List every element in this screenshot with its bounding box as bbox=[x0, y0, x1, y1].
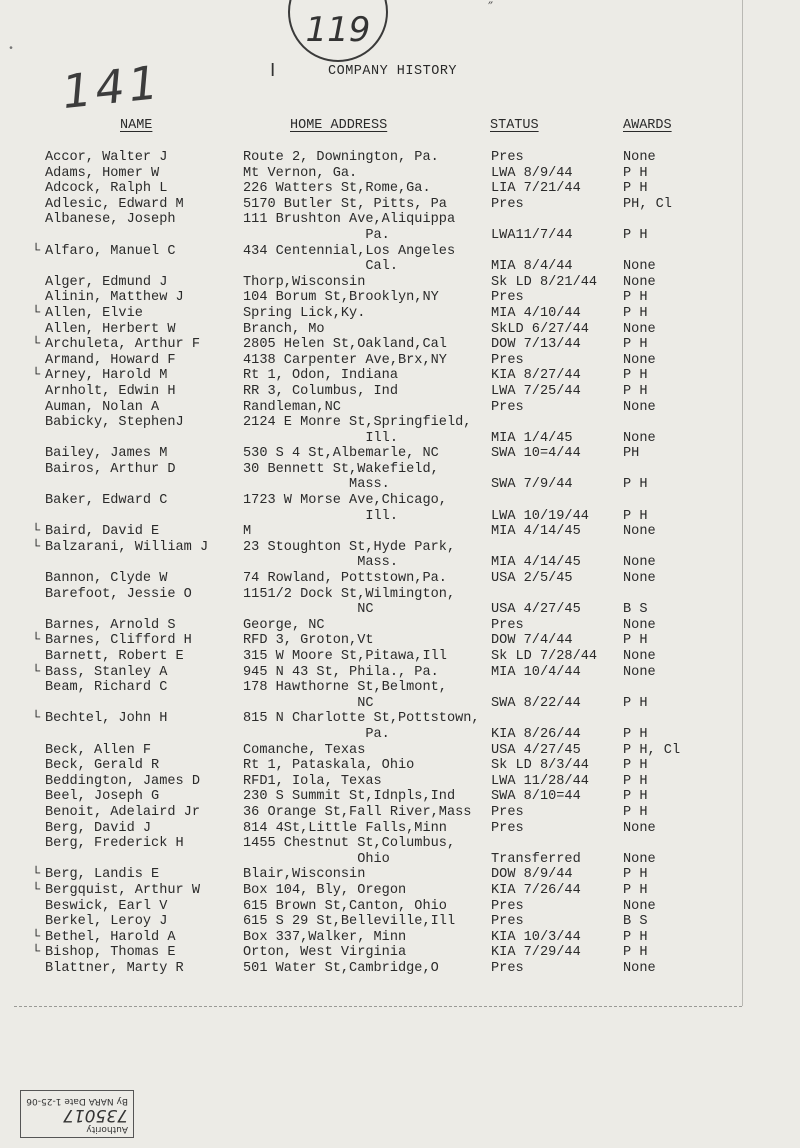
cell-name: Beam, Richard C bbox=[45, 680, 168, 696]
cell-name: Bergquist, Arthur W bbox=[45, 882, 200, 898]
cell-address: Ill. bbox=[243, 508, 398, 524]
table-row bbox=[32, 836, 752, 852]
cell-status: LWA11/7/44 bbox=[491, 227, 573, 243]
table-row bbox=[32, 477, 752, 493]
cell-name: Bethel, Harold A bbox=[45, 929, 176, 945]
table-row bbox=[32, 743, 752, 759]
cell-awards: PH, Cl bbox=[623, 196, 672, 212]
cell-status: Pres bbox=[491, 914, 524, 930]
cell-status: Sk LD 7/28/44 bbox=[491, 649, 598, 664]
table-row bbox=[32, 805, 752, 821]
cell-name: Bechtel, John H bbox=[45, 711, 168, 727]
row-check-mark: └ bbox=[32, 882, 41, 898]
cell-name: Bailey, James M bbox=[45, 446, 168, 462]
header-awards: AWARDS bbox=[623, 118, 672, 133]
cell-awards: None bbox=[623, 274, 656, 290]
page-bottom-edge bbox=[14, 1006, 742, 1007]
row-check-mark: └ bbox=[32, 664, 41, 680]
table-row bbox=[32, 680, 752, 696]
cell-address: Ill. bbox=[243, 430, 398, 446]
cell-status: LWA 8/9/44 bbox=[491, 165, 573, 181]
cell-name: Berg, Frederick H bbox=[45, 836, 184, 852]
cell-address: RR 3, Columbus, Ind bbox=[243, 383, 398, 399]
cell-address: 1723 W Morse Ave,Chicago, bbox=[243, 493, 447, 509]
table-row bbox=[32, 400, 752, 416]
stamp-line-nara bbox=[26, 1095, 128, 1106]
cell-status: MIA 1/4/45 bbox=[491, 430, 573, 446]
table-row bbox=[32, 462, 752, 478]
row-check-mark: └ bbox=[32, 867, 41, 883]
table-row bbox=[32, 930, 752, 946]
cell-address: Orton, West Virginia bbox=[243, 945, 407, 961]
cell-address: 74 Rowland, Pottstown,Pa. bbox=[243, 571, 447, 587]
table-row bbox=[32, 290, 752, 306]
cell-address: RFD 3, Groton,Vt bbox=[243, 633, 374, 649]
cell-awards: B S bbox=[623, 914, 648, 930]
cell-status: SWA 8/22/44 bbox=[491, 695, 581, 711]
table-row bbox=[32, 945, 752, 961]
stamp-by: By bbox=[116, 1096, 128, 1106]
cell-awards: None bbox=[623, 960, 656, 976]
page-right-edge bbox=[742, 0, 743, 1006]
cell-awards: None bbox=[623, 617, 656, 633]
cell-address: 5170 Butler St, Pitts, Pa bbox=[243, 196, 447, 212]
cell-address: 230 S Summit St,Idnpls,Ind bbox=[243, 789, 456, 805]
cell-name: Auman, Nolan A bbox=[45, 399, 160, 415]
row-check-mark: └ bbox=[32, 929, 41, 945]
cell-status: KIA 8/26/44 bbox=[491, 726, 581, 742]
cell-address: Branch, Mo bbox=[243, 321, 325, 337]
cell-awards: P H bbox=[623, 181, 648, 197]
table-row bbox=[32, 961, 752, 977]
cell-address: 36 Orange St,Fall River,Mass bbox=[243, 804, 472, 820]
table-row bbox=[32, 821, 752, 837]
header-name: NAME bbox=[120, 118, 153, 133]
cell-name: Allen, Herbert W bbox=[45, 321, 176, 337]
table-row bbox=[32, 384, 752, 400]
cell-awards: P H bbox=[623, 726, 648, 742]
cell-awards: P H bbox=[623, 227, 648, 243]
cell-name: Barnes, Arnold S bbox=[45, 617, 176, 633]
cell-name: Beswick, Earl V bbox=[45, 898, 168, 914]
cell-status: Pres bbox=[491, 804, 524, 820]
cell-status: Pres bbox=[491, 290, 524, 306]
table-row bbox=[32, 665, 752, 681]
table-row bbox=[32, 696, 752, 712]
table-row bbox=[32, 867, 752, 883]
cell-status: MIA 8/4/44 bbox=[491, 259, 573, 275]
cell-awards: None bbox=[623, 555, 656, 571]
cell-address: 111 Brushton Ave,Aliquippa bbox=[243, 212, 456, 228]
cell-address: 30 Bennett St,Wakefield, bbox=[243, 461, 439, 477]
cell-awards: None bbox=[623, 649, 656, 664]
cell-name: Adams, Homer W bbox=[45, 165, 160, 181]
cell-name: Berg, Landis E bbox=[45, 867, 160, 883]
cell-status: LWA 10/19/44 bbox=[491, 508, 589, 524]
cell-awards: None bbox=[623, 430, 656, 446]
cell-address: 23 Stoughton St,Hyde Park, bbox=[243, 539, 456, 555]
cell-address: 434 Centennial,Los Angeles bbox=[243, 243, 456, 259]
cell-name: Baker, Edward C bbox=[45, 493, 168, 509]
table-row bbox=[32, 259, 752, 275]
cell-awards: None bbox=[623, 321, 656, 337]
page-title: COMPANY HISTORY bbox=[328, 64, 458, 79]
company-letter: I bbox=[270, 60, 276, 81]
table-row bbox=[32, 540, 752, 556]
declassification-stamp bbox=[20, 1090, 134, 1138]
cell-status: KIA 8/27/44 bbox=[491, 368, 581, 384]
cell-status: Sk LD 8/3/44 bbox=[491, 758, 589, 774]
cell-address: NC bbox=[243, 695, 374, 711]
cell-awards: None bbox=[623, 150, 656, 165]
cell-status: SkLD 6/27/44 bbox=[491, 321, 589, 337]
cell-address: 104 Borum St,Brooklyn,NY bbox=[243, 290, 439, 306]
table-row bbox=[32, 228, 752, 244]
table-row bbox=[32, 322, 752, 338]
cell-awards: P H bbox=[623, 773, 648, 789]
cell-name: Beel, Joseph G bbox=[45, 789, 160, 805]
table-row bbox=[32, 415, 752, 431]
cell-status: Pres bbox=[491, 352, 524, 368]
cell-awards: P H, Cl bbox=[623, 742, 681, 758]
table-row bbox=[32, 899, 752, 915]
row-check-mark: └ bbox=[32, 305, 41, 321]
header-address: HOME ADDRESS bbox=[290, 118, 388, 133]
cell-address: Spring Lick,Ky. bbox=[243, 305, 366, 321]
cell-status: MIA 4/14/45 bbox=[491, 555, 581, 571]
table-row bbox=[32, 571, 752, 587]
cell-address: Pa. bbox=[243, 227, 390, 243]
cell-awards: P H bbox=[623, 867, 648, 883]
table-row bbox=[32, 431, 752, 447]
cell-awards: P H bbox=[623, 945, 648, 961]
cell-name: Bishop, Thomas E bbox=[45, 945, 176, 961]
cell-name: Beck, Gerald R bbox=[45, 758, 160, 774]
cell-status: KIA 7/29/44 bbox=[491, 945, 581, 961]
cell-name: Beck, Allen F bbox=[45, 742, 152, 758]
table-row bbox=[32, 446, 752, 462]
cell-name: Accor, Walter J bbox=[45, 150, 168, 165]
table-row bbox=[32, 587, 752, 603]
table-row bbox=[32, 212, 752, 228]
cell-status: SWA 7/9/44 bbox=[491, 477, 573, 493]
table-row bbox=[32, 758, 752, 774]
cell-address: Randleman,NC bbox=[243, 399, 341, 415]
cell-status: Pres bbox=[491, 150, 524, 165]
cell-awards: P H bbox=[623, 368, 648, 384]
cell-name: Armand, Howard F bbox=[45, 352, 176, 368]
roster-table bbox=[32, 150, 752, 976]
cell-name: Alinin, Matthew J bbox=[45, 290, 184, 306]
cell-address: 315 W Moore St,Pitawa,Ill bbox=[243, 649, 447, 664]
cell-awards: P H bbox=[623, 929, 648, 945]
cell-status: MIA 4/10/44 bbox=[491, 305, 581, 321]
cell-address: Comanche, Texas bbox=[243, 742, 366, 758]
cell-awards: None bbox=[623, 259, 656, 275]
cell-status: LWA 7/25/44 bbox=[491, 383, 581, 399]
cell-name: Bannon, Clyde W bbox=[45, 571, 168, 587]
cell-name: Beddington, James D bbox=[45, 773, 200, 789]
table-row bbox=[32, 166, 752, 182]
cell-awards: P H bbox=[623, 633, 648, 649]
header-status: STATUS bbox=[490, 118, 539, 133]
table-row bbox=[32, 852, 752, 868]
cell-address: Cal. bbox=[243, 259, 398, 275]
cell-address: 501 Water St,Cambridge,O bbox=[243, 960, 439, 976]
cell-address: 815 N Charlotte St,Pottstown, bbox=[243, 711, 480, 727]
cell-status: Pres bbox=[491, 960, 524, 976]
cell-awards: P H bbox=[623, 165, 648, 181]
cell-awards: None bbox=[623, 898, 656, 914]
cell-status: DOW 8/9/44 bbox=[491, 867, 573, 883]
cell-address: 4138 Carpenter Ave,Brx,NY bbox=[243, 352, 447, 368]
handwritten-page-number: 141 bbox=[59, 54, 165, 120]
row-check-mark: └ bbox=[32, 711, 41, 727]
cell-status: USA 4/27/45 bbox=[491, 602, 581, 618]
table-row bbox=[32, 493, 752, 509]
cell-address: Mass. bbox=[243, 555, 398, 571]
cell-status: LWA 11/28/44 bbox=[491, 773, 589, 789]
cell-status: MIA 4/14/45 bbox=[491, 524, 581, 540]
cell-status: USA 4/27/45 bbox=[491, 742, 581, 758]
row-check-mark: └ bbox=[32, 539, 41, 555]
cell-awards: P H bbox=[623, 337, 648, 353]
stamp-authority-number: 735017 bbox=[63, 1105, 128, 1125]
cell-awards: None bbox=[623, 664, 656, 680]
cell-status: KIA 10/3/44 bbox=[491, 929, 581, 945]
cell-address: Rt 1, Pataskala, Ohio bbox=[243, 758, 415, 774]
cell-address: 530 S 4 St,Albemarle, NC bbox=[243, 446, 439, 462]
table-row bbox=[32, 914, 752, 930]
row-check-mark: └ bbox=[32, 945, 41, 961]
cell-name: Bairos, Arthur D bbox=[45, 461, 176, 477]
cell-status: Pres bbox=[491, 196, 524, 212]
cell-awards: P H bbox=[623, 695, 648, 711]
cell-address: 1455 Chestnut St,Columbus, bbox=[243, 836, 456, 852]
cell-name: Babicky, StephenJ bbox=[45, 415, 184, 431]
cell-status: LIA 7/21/44 bbox=[491, 181, 581, 197]
cell-awards: PH bbox=[623, 446, 640, 462]
cell-address: 178 Hawthorne St,Belmont, bbox=[243, 680, 447, 696]
cell-status: SWA 10=4/44 bbox=[491, 446, 581, 462]
cell-name: Arnholt, Edwin H bbox=[45, 383, 176, 399]
cell-address: 814 4St,Little Falls,Minn bbox=[243, 820, 447, 836]
table-row bbox=[32, 602, 752, 618]
cell-address: Blair,Wisconsin bbox=[243, 867, 366, 883]
cell-name: Alger, Edmund J bbox=[45, 274, 168, 290]
cell-address: Mass. bbox=[243, 477, 390, 493]
row-check-mark: └ bbox=[32, 633, 41, 649]
cell-name: Allen, Elvie bbox=[45, 305, 143, 321]
cell-awards: None bbox=[623, 524, 656, 540]
pencil-tick: ″ bbox=[488, 0, 494, 16]
table-row bbox=[32, 555, 752, 571]
cell-name: Berg, David J bbox=[45, 820, 152, 836]
cell-name: Albanese, Joseph bbox=[45, 212, 176, 228]
cell-name: Berkel, Leroy J bbox=[45, 914, 168, 930]
row-check-mark: └ bbox=[32, 337, 41, 353]
table-row bbox=[32, 337, 752, 353]
row-check-mark: └ bbox=[32, 368, 41, 384]
table-row bbox=[32, 711, 752, 727]
circled-number-text: 119 bbox=[305, 10, 371, 50]
table-row bbox=[32, 789, 752, 805]
cell-awards: P H bbox=[623, 477, 648, 493]
cell-name: Adlesic, Edward M bbox=[45, 196, 184, 212]
cell-name: Balzarani, William J bbox=[45, 539, 209, 555]
cell-address: Box 104, Bly, Oregon bbox=[243, 882, 407, 898]
cell-awards: None bbox=[623, 851, 656, 867]
stamp-nara-date: NARA Date bbox=[64, 1096, 114, 1106]
table-row bbox=[32, 883, 752, 899]
cell-address: 2124 E Monre St,Springfield, bbox=[243, 415, 472, 431]
table-row bbox=[32, 353, 752, 369]
cell-awards: P H bbox=[623, 508, 648, 524]
table-row bbox=[32, 509, 752, 525]
cell-status: Sk LD 8/21/44 bbox=[491, 274, 598, 290]
cell-address: Ohio bbox=[243, 851, 390, 867]
table-row bbox=[32, 275, 752, 291]
cell-status: Pres bbox=[491, 399, 524, 415]
stamp-line-authority: Authority bbox=[86, 1124, 128, 1134]
cell-awards: P H bbox=[623, 758, 648, 774]
table-row bbox=[32, 306, 752, 322]
stamp-date-value: 1-25-06 bbox=[26, 1096, 62, 1106]
table-row bbox=[32, 244, 752, 260]
cell-awards: None bbox=[623, 352, 656, 368]
cell-address: M bbox=[243, 524, 252, 540]
cell-address: 615 S 29 St,Belleville,Ill bbox=[243, 914, 456, 930]
cell-name: Baird, David E bbox=[45, 524, 160, 540]
cell-awards: P H bbox=[623, 804, 648, 820]
table-row bbox=[32, 649, 752, 665]
row-check-mark: └ bbox=[32, 243, 41, 259]
cell-status: USA 2/5/45 bbox=[491, 571, 573, 587]
cell-awards: P H bbox=[623, 305, 648, 321]
cell-status: Transferred bbox=[491, 851, 581, 867]
cell-address: Box 337,Walker, Minn bbox=[243, 929, 407, 945]
cell-address: NC bbox=[243, 602, 374, 618]
cell-address: 1151/2 Dock St,Wilmington, bbox=[243, 586, 456, 602]
table-row bbox=[32, 181, 752, 197]
cell-address: Pa. bbox=[243, 726, 390, 742]
cell-status: Pres bbox=[491, 617, 524, 633]
cell-name: Bass, Stanley A bbox=[45, 664, 168, 680]
cell-name: Barnes, Clifford H bbox=[45, 633, 192, 649]
cell-name: Barnett, Robert E bbox=[45, 649, 184, 664]
table-row bbox=[32, 524, 752, 540]
cell-awards: P H bbox=[623, 290, 648, 306]
cell-awards: None bbox=[623, 399, 656, 415]
cell-address: 226 Watters St,Rome,Ga. bbox=[243, 181, 431, 197]
table-row bbox=[32, 368, 752, 384]
cell-address: 615 Brown St,Canton, Ohio bbox=[243, 898, 447, 914]
table-row bbox=[32, 774, 752, 790]
cell-awards: P H bbox=[623, 383, 648, 399]
cell-awards: P H bbox=[623, 789, 648, 805]
cell-name: Archuleta, Arthur F bbox=[45, 337, 200, 353]
cell-name: Blattner, Marty R bbox=[45, 960, 184, 976]
table-row bbox=[32, 197, 752, 213]
cell-address: Route 2, Downington, Pa. bbox=[243, 150, 439, 165]
cell-status: DOW 7/13/44 bbox=[491, 337, 581, 353]
cell-status: DOW 7/4/44 bbox=[491, 633, 573, 649]
cell-name: Alfaro, Manuel C bbox=[45, 243, 176, 259]
table-row bbox=[32, 618, 752, 634]
cell-awards: P H bbox=[623, 882, 648, 898]
cell-address: 2805 Helen St,Oakland,Cal bbox=[243, 337, 447, 353]
table-row bbox=[32, 633, 752, 649]
cell-status: Pres bbox=[491, 820, 524, 836]
cell-address: Mt Vernon, Ga. bbox=[243, 165, 358, 181]
cell-awards: None bbox=[623, 571, 656, 587]
cell-address: RFD1, Iola, Texas bbox=[243, 773, 382, 789]
cell-name: Adcock, Ralph L bbox=[45, 181, 168, 197]
cell-name: Arney, Harold M bbox=[45, 368, 168, 384]
cell-name: Barefoot, Jessie O bbox=[45, 586, 192, 602]
row-check-mark: └ bbox=[32, 524, 41, 540]
cell-status: MIA 10/4/44 bbox=[491, 664, 581, 680]
cell-address: Rt 1, Odon, Indiana bbox=[243, 368, 398, 384]
cell-status: SWA 8/10=44 bbox=[491, 789, 581, 805]
cell-status: Pres bbox=[491, 898, 524, 914]
circled-number bbox=[288, 0, 388, 62]
cell-awards: None bbox=[623, 820, 656, 836]
table-row bbox=[32, 150, 752, 166]
cell-awards: B S bbox=[623, 602, 648, 618]
cell-status: KIA 7/26/44 bbox=[491, 882, 581, 898]
cell-address: 945 N 43 St, Phila., Pa. bbox=[243, 664, 439, 680]
cell-address: Thorp,Wisconsin bbox=[243, 274, 366, 290]
margin-mark: • bbox=[8, 44, 15, 55]
table-row bbox=[32, 727, 752, 743]
cell-name: Benoit, Adelaird Jr bbox=[45, 804, 200, 820]
cell-address: George, NC bbox=[243, 617, 325, 633]
